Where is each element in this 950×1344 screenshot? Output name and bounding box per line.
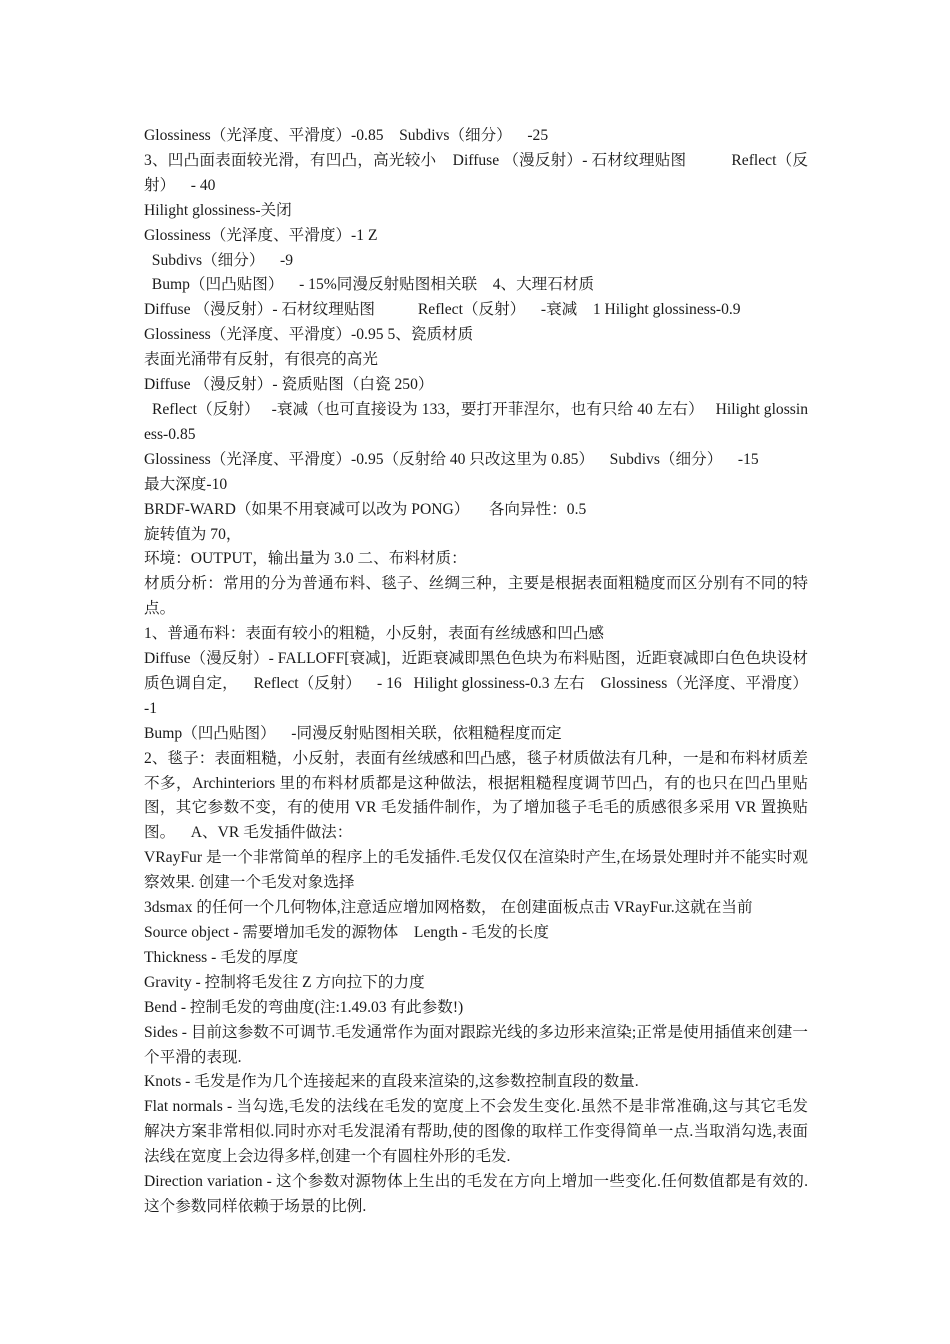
text-line: 表面光涌带有反射，有很亮的高光 (144, 351, 378, 369)
text-line: Diffuse （漫反射）- 瓷质贴图（白瓷 250） (144, 376, 434, 394)
text-line: Source object - 需要增加毛发的源物体 Length - 毛发的长度 (144, 924, 549, 941)
text-line: Gravity - 控制将毛发往 Z 方向拉下的力度 (144, 973, 425, 991)
text-line: 1、普通布料：表面有较小的粗糙，小反射，表面有丝绒感和凹凸感 (144, 625, 605, 643)
text-line: Glossiness（光泽度、平滑度）-0.95（反射给 40 只改这里为 0.85） Subdivs（细分） -15 (144, 450, 759, 468)
text-line: Bump（凹凸贴图） - 15%同漫反射贴图相关联 4、大理石材质 (144, 276, 595, 294)
text-line: Sides - 目前这参数不可调节.毛发通常作为面对跟踪光线的多边形来渲染;正常是使用插值来创建一个平滑的表现. (144, 1023, 808, 1066)
text-line: 2、毯子：表面粗糙，小反射，表面有丝绒感和凹凸感，毯子材质做法有几种，一是和布料材质差不多，Archinteriors 里的布料材质都是这种做法，根据粗糙程度调节凹凸，有的也只在凹凸里贴图，其它参数不变，有的使用 VR 毛发插件制作，为了增加毯子毛毛的质感很多采用 VR 置换贴图。 A、VR 毛发插件做法： (144, 749, 808, 842)
text-line: Glossiness（光泽度、平滑度）-0.85 Subdivs（细分） -25 (144, 127, 549, 144)
text-line: 3、凹凸面表面较光滑，有凹凸，高光较小 Diffuse （漫反射）- 石材纹理贴图 Reflect（反射） - 40 (144, 151, 808, 194)
text-line: Direction variation - 这个参数对源物体上生出的毛发在方向上增加一些变化.任何数值都是有效的.这个参数同样依赖于场景的比例. (144, 1173, 808, 1215)
text-line: Hilight glossiness-关闭 (144, 201, 292, 219)
text-line: Subdivs（细分） -9 (144, 251, 294, 269)
text-line: Reflect（反射） -衰减（也可直接设为 133，要打开菲涅尔，也有只给 40 左右） Hilight glossiness-0.85 (144, 400, 808, 443)
text-line: 材质分析：常用的分为普通布料、毯子、丝绸三种，主要是根据表面粗糙度而区分别有不同的特点。 (144, 575, 808, 618)
text-line: Diffuse（漫反射）- FALLOFF[衰减]，近距衰减即黑色色块为布料贴图，近距衰减即白色色块设材质色调自定， Reflect（反射） - 16 Hilight glossiness-0.3 左右 Glossiness（光泽度、平滑度）-1 (144, 650, 808, 717)
text-line: Diffuse （漫反射）- 石材纹理贴图 Reflect（反射） -衰减 1 Hilight glossiness-0.9 (144, 301, 741, 319)
text-line: 3dsmax 的任何一个几何物体,注意适应增加网格数， 在创建面板点击 VRayFur.这就在当前 (144, 899, 753, 917)
text-line: Bend - 控制毛发的弯曲度(注:1.49.03 有此参数!) (144, 998, 464, 1016)
text-line: 旋转值为 70， (144, 525, 242, 543)
text-line: 最大深度-10 (144, 475, 228, 493)
document-body (144, 124, 808, 1220)
text-line: VRayFur 是一个非常简单的程序上的毛发插件.毛发仅仅在渲染时产生,在场景处理时并不能实时观察效果. 创建一个毛发对象选择 (144, 849, 808, 892)
text-line: Bump（凹凸贴图） -同漫反射贴图相关联，依粗糙程度而定 (144, 724, 562, 742)
text-line: Glossiness（光泽度、平滑度）-0.95 5、瓷质材质 (144, 326, 474, 344)
text-line: Glossiness（光泽度、平滑度）-1 Z (144, 226, 378, 244)
text-line: Knots - 毛发是作为几个连接起来的直段来渲染的,这参数控制直段的数量. (144, 1073, 639, 1091)
text-line: BRDF-WARD（如果不用衰减可以改为 PONG） 各向异性：0.5 (144, 500, 587, 518)
text-line: Thickness - 毛发的厚度 (144, 948, 299, 966)
text-line: 环境：OUTPUT，输出量为 3.0 二、布料材质： (144, 550, 467, 568)
text-line: Flat normals - 当勾选,毛发的法线在毛发的宽度上不会发生变化.虽然不是非常准确,这与其它毛发解决方案非常相似.同时亦对毛发混淆有帮助,使的图像的取样工作变得简单一点.当取消勾选,表面法线在宽度上会边得多样,创建一个有圆柱外形的毛发. (144, 1098, 808, 1166)
